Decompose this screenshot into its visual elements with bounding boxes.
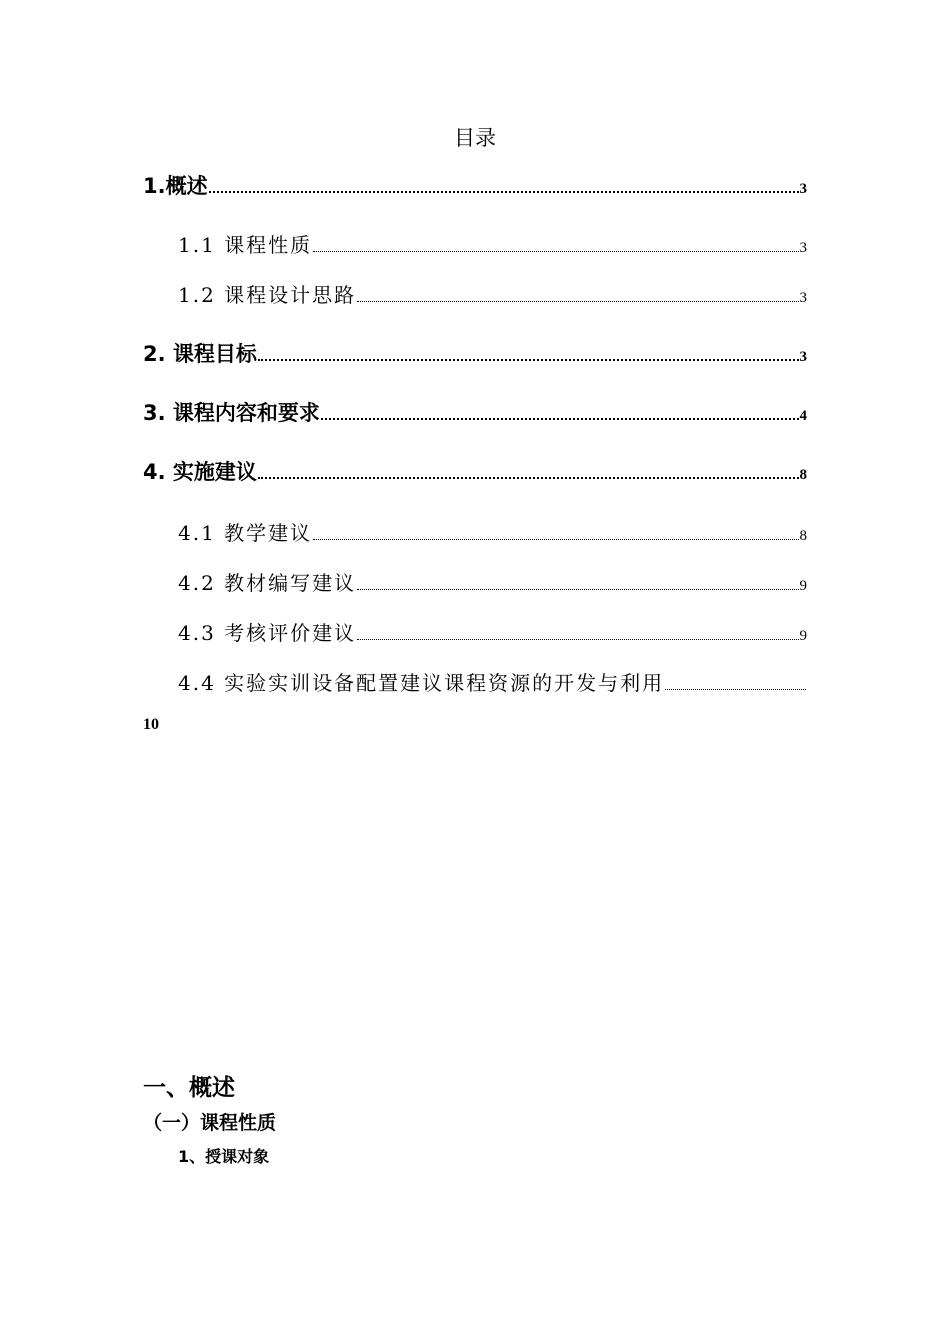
toc-leader-dots [665, 689, 806, 690]
toc-entry-label: 4.2 教材编写建议 [178, 571, 357, 595]
toc-entry-label: 4.4 实验实训设备配置建议课程资源的开发与利用 [178, 671, 665, 695]
toc-leader-dots [357, 589, 798, 590]
toc-entry-label: 3. 课程内容和要求 [143, 401, 320, 425]
toc-entry-equipment-resources[interactable] [178, 667, 807, 696]
toc-entry-design-idea[interactable] [178, 279, 807, 308]
toc-entry-textbook[interactable] [178, 567, 807, 596]
toc-leader-dots [313, 251, 798, 252]
toc-leader-dots [258, 477, 799, 479]
toc-entry-teaching[interactable] [178, 517, 807, 546]
toc-entry-implementation[interactable] [143, 456, 807, 486]
toc-entry-course-nature[interactable] [178, 229, 807, 258]
toc-entry-label: 2. 课程目标 [143, 342, 257, 366]
toc-page-number: 9 [799, 628, 807, 644]
toc-entry-course-goals[interactable] [143, 338, 807, 368]
toc-page-number: 3 [799, 240, 807, 256]
toc-leader-dots [258, 359, 799, 361]
toc-entry-label: 4.1 教学建议 [178, 521, 313, 545]
toc-leader-dots [357, 639, 798, 640]
toc-leader-dots [321, 418, 799, 420]
toc-page-number: 9 [799, 578, 807, 594]
toc-entry-label: 1.2 课程设计思路 [178, 283, 357, 307]
section-heading: 一、概述 [143, 1075, 235, 1101]
toc-page-number: 4 [799, 408, 807, 424]
subsection-heading: （一）课程性质 [143, 1112, 277, 1134]
toc-title: 目录 [454, 126, 496, 150]
toc-leader-dots [209, 191, 799, 193]
toc-page-number: 3 [799, 181, 807, 197]
toc-page-number: 8 [799, 528, 807, 544]
item-heading: 1、授课对象 [178, 1147, 270, 1166]
toc-entry-overview[interactable] [143, 170, 807, 200]
toc-page-number-wrapped: 10 [143, 716, 159, 733]
toc-entry-course-content[interactable] [143, 397, 807, 427]
toc-entry-label: 4.3 考核评价建议 [178, 621, 357, 645]
toc-page-number: 3 [799, 290, 807, 306]
toc-entry-label: 1.1 课程性质 [178, 233, 313, 257]
toc-page-number: 8 [799, 467, 807, 483]
toc-leader-dots [357, 301, 798, 302]
toc-entry-assessment[interactable] [178, 617, 807, 646]
toc-entry-label: 1.概述 [143, 174, 208, 198]
toc-page-number: 3 [799, 349, 807, 365]
toc-leader-dots [313, 539, 798, 540]
toc-entry-label: 4. 实施建议 [143, 460, 257, 484]
